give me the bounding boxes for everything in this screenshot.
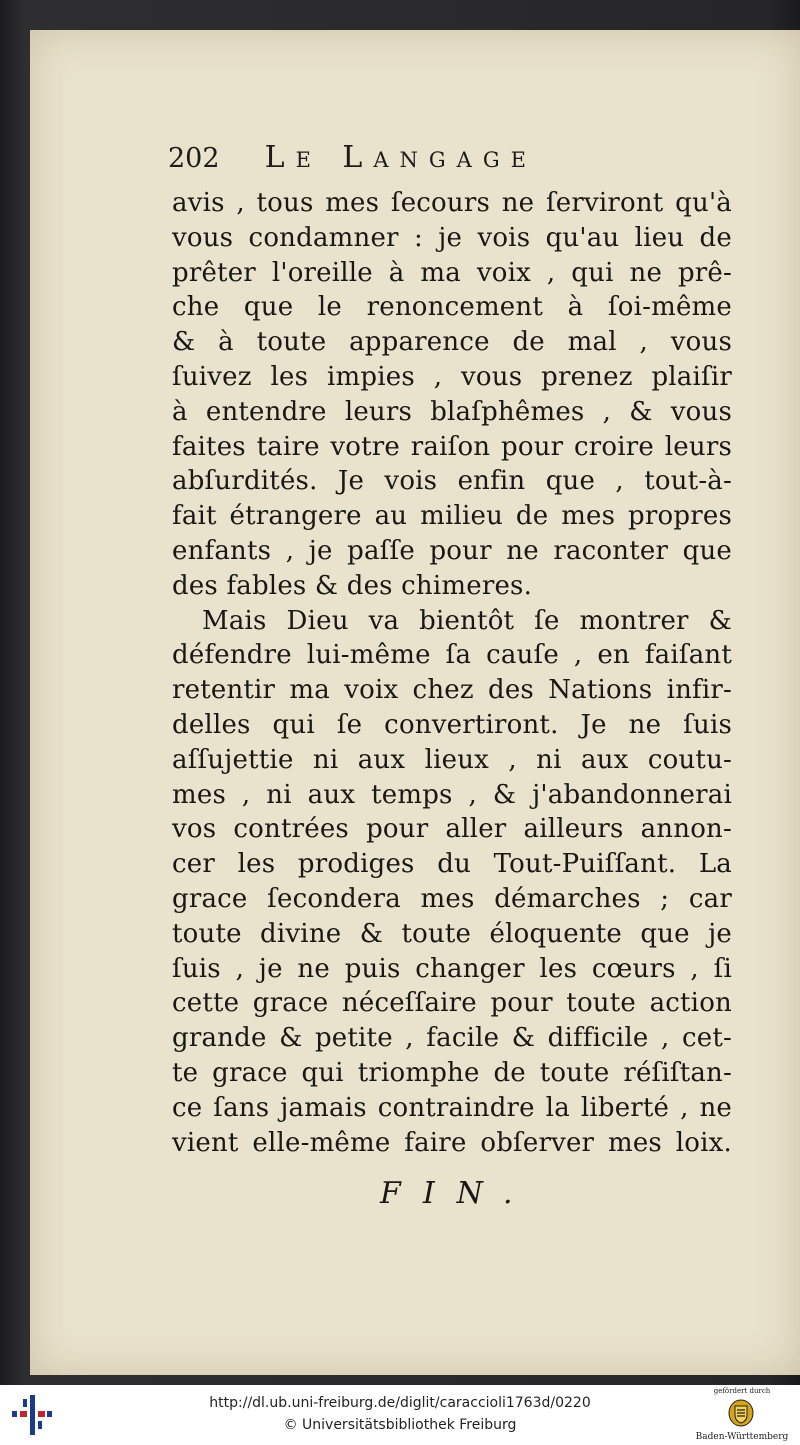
text-line: à entendre leurs blaſphêmes , & vous <box>172 396 732 427</box>
text-line: vient elle-même faire obſerver mes loix. <box>172 1127 732 1158</box>
text-line: che que le renoncement à ſoi-même <box>172 292 732 323</box>
text-line: ſuivez les impies , vous prenez plaiſir <box>172 361 732 392</box>
text-line: retentir ma voix chez des Nations infir- <box>172 675 732 706</box>
text-line: faites taire votre raiſon pour croire leurs <box>172 431 732 462</box>
text-line: vos contrées pour aller ailleurs annon- <box>172 814 732 845</box>
text-line: te grace qui triomphe de toute réſiſtan- <box>172 1057 732 1088</box>
text-line: grande & petite , facile & difficile , cet- <box>172 1023 732 1054</box>
text-line: grace ſecondera mes démarches ; car <box>172 883 732 914</box>
text-line: avis , tous mes ſecours ne ſerviront qu'à <box>172 188 732 218</box>
text-line: abſurdités. Je vois enfin que , tout-à- <box>172 466 732 497</box>
text-line: Mais Dieu va bientôt ſe montrer & <box>202 605 732 636</box>
viewer-footer <box>0 1385 800 1445</box>
text-line: enfants , je paſſe pour ne raconter que <box>172 535 732 566</box>
text-line: & à toute apparence de mal , vous <box>172 327 732 358</box>
text-line: delles qui ſe convertiront. Je ne ſuis <box>172 709 732 740</box>
text-line: ſuis , je ne puis changer les cœurs , ſi <box>172 953 732 984</box>
page-number: 202 <box>168 143 220 174</box>
funder-badge <box>692 1387 792 1443</box>
text-line: mes , ni aux temps , & j'abandonnerai <box>172 779 732 810</box>
body-text <box>172 186 732 1160</box>
text-line: prêter l'oreille à ma voix , qui ne prê- <box>172 257 732 288</box>
fin-marker: FIN. <box>380 1176 535 1211</box>
running-head <box>168 140 537 175</box>
permalink-url[interactable]: http://dl.ub.uni-freiburg.de/diglit/caraccioli1763d/0220 <box>209 1395 591 1411</box>
text-line: toute divine & toute éloquente que je <box>172 918 732 949</box>
copyright-notice: © Universitätsbibliothek Freiburg <box>283 1417 517 1433</box>
text-line: des fables & des chimeres. <box>172 570 533 601</box>
funder-label: gefördert durch <box>713 1387 771 1395</box>
baden-wuerttemberg-coat-of-arms-icon <box>728 1399 754 1427</box>
text-line: cette grace néceſſaire pour toute action <box>172 988 732 1019</box>
text-line: vous condamner : je vois qu'au lieu de <box>172 222 732 253</box>
text-line: aſſujettie ni aux lieux , ni aux coutu- <box>172 744 732 775</box>
funder-name: Baden-Württemberg <box>695 1432 789 1442</box>
text-line: fait étrangere au milieu de mes propres <box>172 501 732 532</box>
running-title: Le Langage <box>264 140 537 175</box>
text-line: cer les prodiges du Tout-Puiſſant. La <box>172 849 732 880</box>
text-line: défendre lui-même ſa cauſe , en faiſant <box>172 640 732 671</box>
text-line: ce ſans jamais contraindre la liberté , ne <box>172 1092 732 1123</box>
